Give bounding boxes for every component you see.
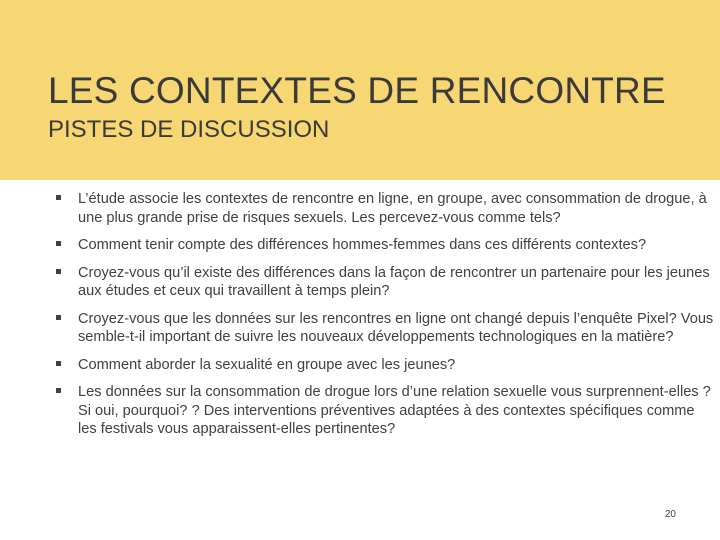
square-bullet-icon — [56, 195, 61, 200]
slide-subtitle: PISTES DE DISCUSSION — [48, 116, 330, 143]
slide-title: LES CONTEXTES DE RENCONTRE — [48, 70, 666, 111]
page-number: 20 — [664, 509, 676, 520]
list-item-text: Comment tenir compte des différences hommes-femmes dans ces différents contextes? — [78, 237, 647, 253]
square-bullet-icon — [56, 315, 61, 320]
list-item — [56, 190, 716, 227]
list-item-text: L’étude associe les contextes de rencontre en ligne, en groupe, avec consommation de drogue, à une plus grande prise de risques sexuels. Les percevez-vous comme tels? — [78, 191, 707, 226]
list-item — [56, 383, 716, 439]
list-item — [56, 356, 716, 375]
list-item — [56, 310, 716, 347]
square-bullet-icon — [56, 361, 61, 366]
discussion-list — [56, 190, 716, 448]
list-item — [56, 264, 716, 301]
square-bullet-icon — [56, 269, 61, 274]
square-bullet-icon — [56, 241, 61, 246]
slide-header — [0, 0, 720, 180]
list-item — [56, 236, 716, 255]
list-item-text: Croyez-vous qu’il existe des différences dans la façon de rencontrer un partenaire pour les jeunes aux études et ceux qui travaillent à temps plein? — [78, 264, 710, 299]
square-bullet-icon — [56, 388, 61, 393]
list-item-text: Comment aborder la sexualité en groupe avec les jeunes? — [78, 356, 456, 373]
list-item-text: Les données sur la consommation de drogue lors d’une relation sexuelle vous surprennent-elles ? Si oui, pourquoi? ? Des interventions préventives adaptées à des contextes spécifiques comme les festivals vous apparaissent-elles pertinentes? — [78, 384, 711, 437]
list-item-text: Croyez-vous que les données sur les rencontres en ligne ont changé depuis l’enquête Pixel? Vous semble-t-il important de suivre les nouveaux développements technologiques en la matière? — [78, 310, 714, 345]
